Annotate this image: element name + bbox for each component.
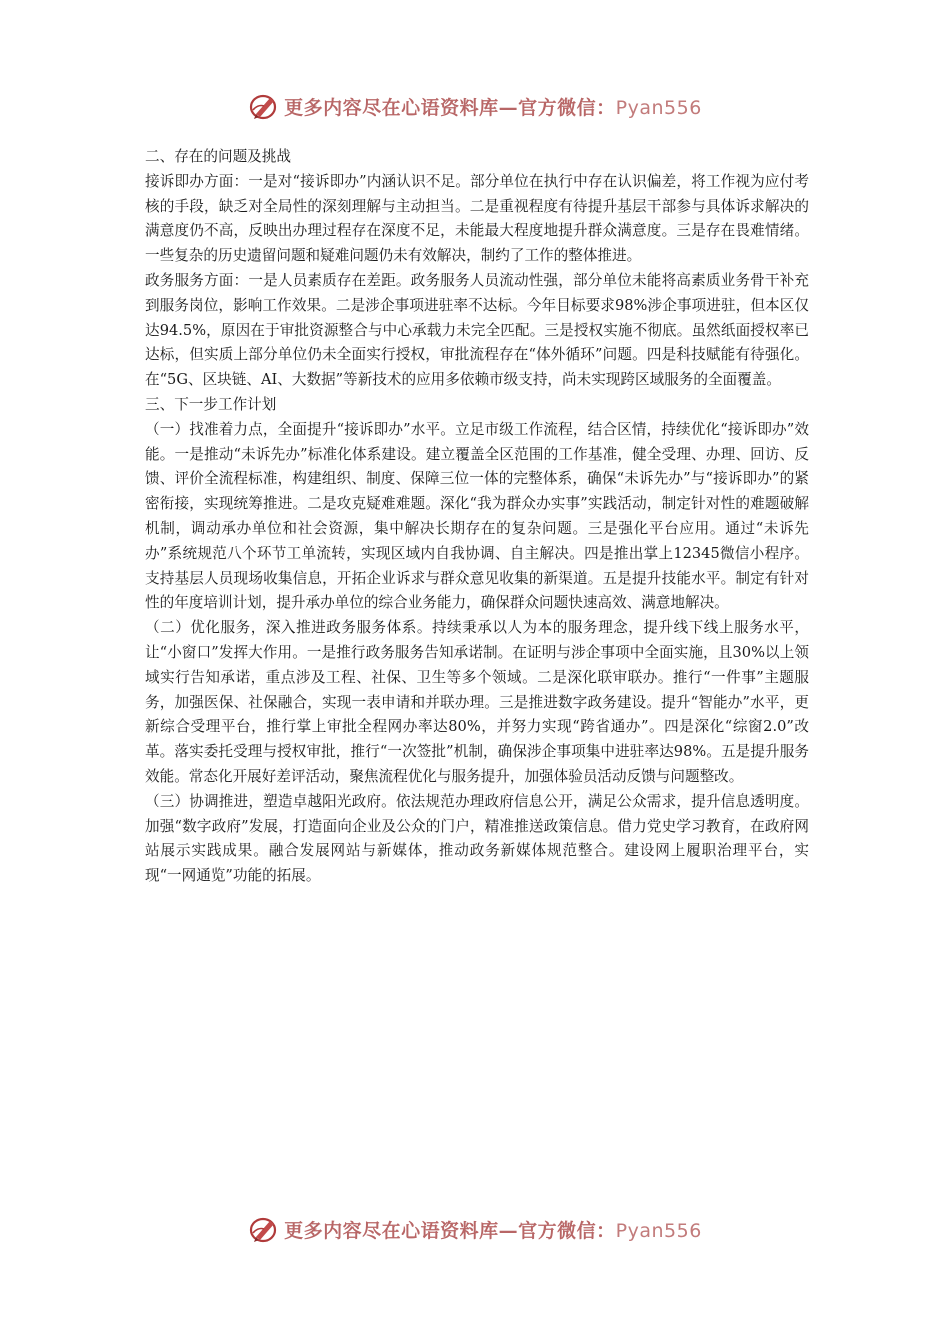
watermark-text: 更多内容尽在心语资料库—官方微信：Pyan556 (284, 1219, 702, 1242)
paragraph-complaint-handling-issues: 接诉即办方面：一是对“接诉即办”内涵认识不足。部分单位在执行中存在认识偏差，将工作视为应付考核的手段，缺乏对全局性的深刻理解与主动担当。二是重视程度有待提升基层干部参与具体诉求解决的满意度仍不高，反映出办理过程存在深度不足，未能最大程度地提升群众满意度。三是存在畏难情绪。一些复杂的历史遗留问题和疑难问题仍未有效解决，制约了工作的整体推进。 (145, 172, 809, 265)
paragraph-plan-one: （一）找准着力点，全面提升“接诉即办”水平。立足市级工作流程，结合区情，持续优化“接诉即办”效能。一是推动“未诉先办”标准化体系建设。建立覆盖全区范围的工作基准，健全受理、办理、回访、反馈、评价全流程标准，构建组织、制度、保障三位一体的完整体系，确保“未诉先办”与“接诉即办”的紧密衔接，实现统筹推进。二是攻克疑难难题。深化“我为群众办实事”实践活动，制定针对性的难题破解机制，调动承办单位和社会资源，集中解决长期存在的复杂问题。三是强化平台应用。通过“未诉先办”系统规范八个环节工单流转，实现区域内自我协调、自主解决。四是推出掌上12345微信小程序。支持基层人员现场收集信息，开拓企业诉求与群众意见收集的新渠道。五是提升技能水平。制定有针对性的年度培训计划，提升承办单位的综合业务能力，确保群众问题快速高效、满意地解决。 (145, 420, 809, 612)
document-body (145, 145, 809, 889)
wechat-handle: Pyan556 (615, 1219, 702, 1242)
watermark-banner-top (0, 84, 950, 128)
pen-logo-icon (248, 1213, 280, 1245)
watermark-banner-bottom (0, 1207, 950, 1251)
wechat-handle: Pyan556 (615, 96, 702, 119)
section-heading: 二、存在的问题及挑战 (145, 148, 291, 165)
watermark-text: 更多内容尽在心语资料库—官方微信：Pyan556 (284, 96, 702, 119)
paragraph-plan-two: （二）优化服务，深入推进政务服务体系。持续秉承以人为本的服务理念，提升线下线上服务水平，让“小窗口”发挥大作用。一是推行政务服务告知承诺制。在证明与涉企事项中全面实施，且30%以上领域实行告知承诺，重点涉及工程、社保、卫生等多个领域。二是深化联审联办。推行“一件事”主题服务，加强医保、社保融合，实现一表申请和并联办理。三是推进数字政务建设。提升“智能办”水平，更新综合受理平台，推行掌上审批全程网办率达80%，并努力实现“跨省通办”。四是深化“综窗2.0”改革。落实委托受理与授权审批，推行“一次签批”机制，确保涉企事项集中进驻率达98%。五是提升服务效能。常态化开展好差评活动，聚焦流程优化与服务提升，加强体验员活动反馈与问题整改。 (145, 619, 809, 785)
paragraph-plan-three: （三）协调推进，塑造卓越阳光政府。依法规范办理政府信息公开，满足公众需求，提升信息透明度。加强“数字政府”发展，打造面向企业及公众的门户，精准推送政策信息。借力党史学习教育，在政府网站展示实践成果。融合发展网站与新媒体，推动政务新媒体规范整合。建设网上履职治理平台，实现“一网通览”功能的拓展。 (145, 792, 809, 885)
paragraph-government-service-issues: 政务服务方面：一是人员素质存在差距。政务服务人员流动性强，部分单位未能将高素质业务骨干补充到服务岗位，影响工作效果。二是涉企事项进驻率不达标。今年目标要求98%涉企事项进驻，但本区仅达94.5%，原因在于审批资源整合与中心承载力未完全匹配。三是授权实施不彻底。虽然纸面授权率已达标，但实质上部分单位仍未全面实行授权，审批流程存在“体外循环”问题。四是科技赋能有待强化。在“5G、区块链、AI、大数据”等新技术的应用多依赖市级支持，尚未实现跨区域服务的全面覆盖。 (145, 271, 809, 389)
pen-logo-icon (248, 90, 280, 122)
section-heading: 三、下一步工作计划 (145, 395, 277, 413)
